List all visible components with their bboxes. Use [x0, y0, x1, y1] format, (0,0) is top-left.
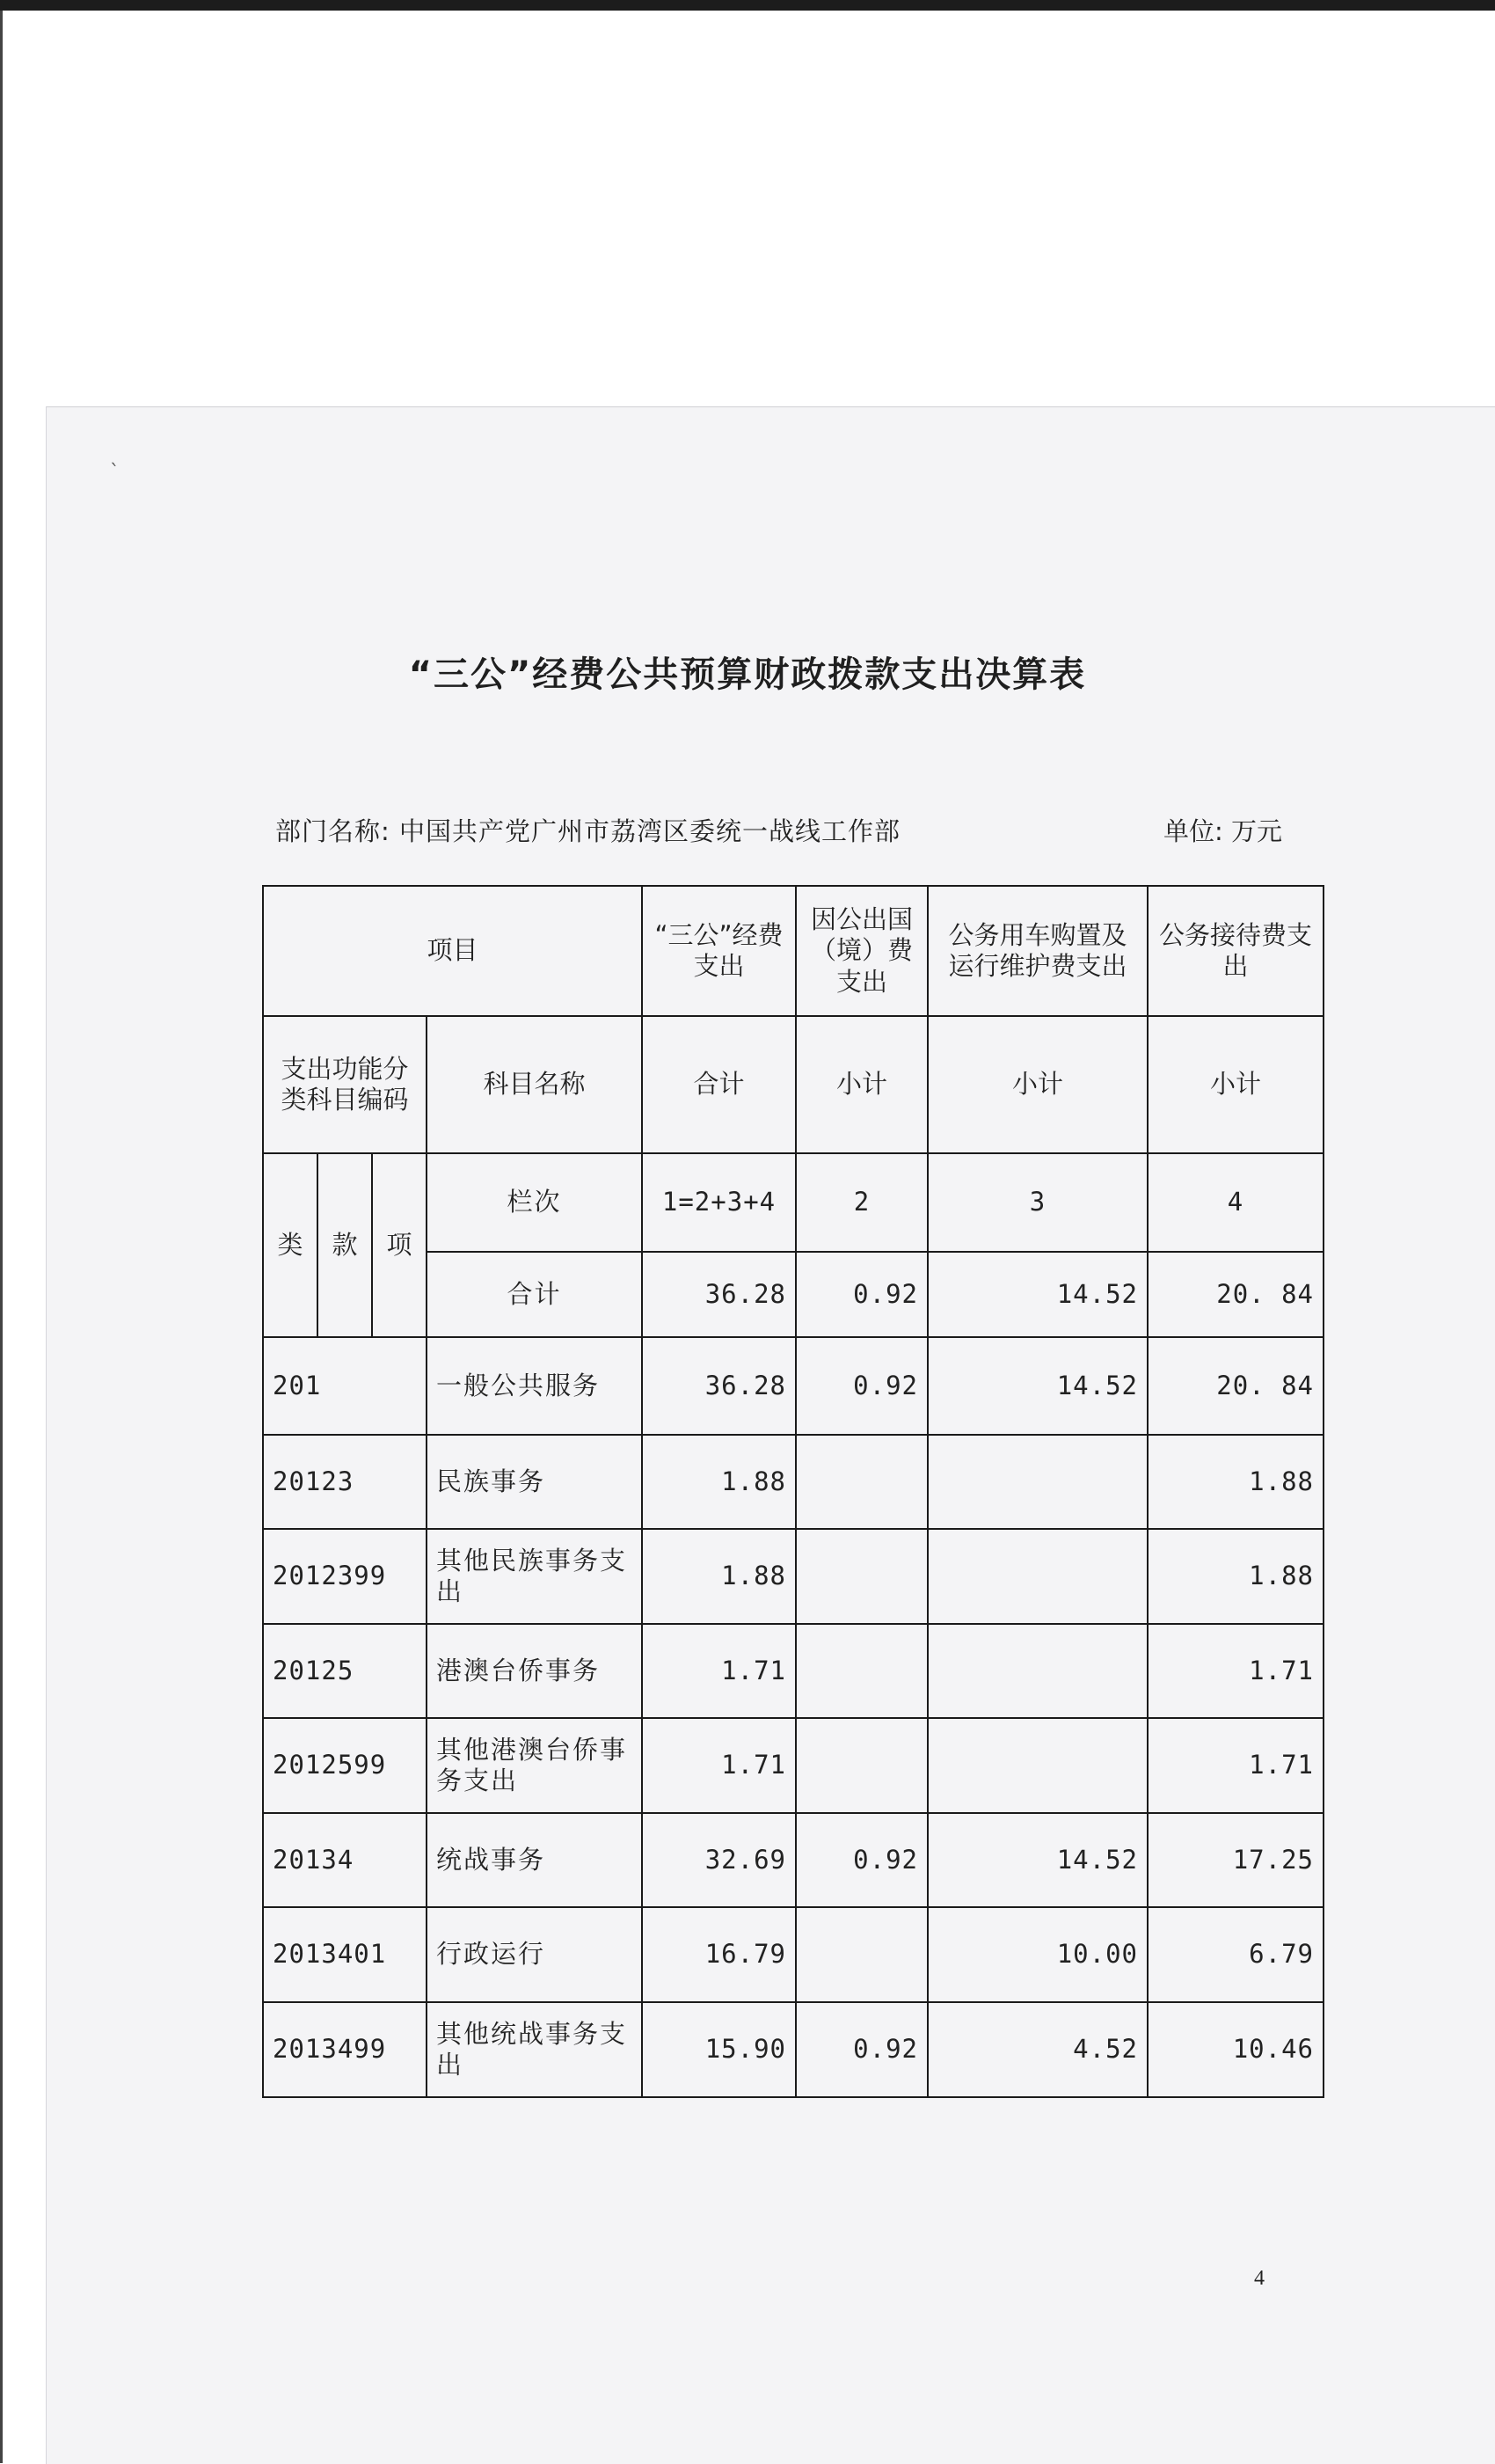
- header-total: 合计: [642, 1016, 796, 1153]
- column-index-label: 栏次: [427, 1153, 642, 1252]
- scan-speck: `: [110, 462, 120, 484]
- row-sangong: 1.71: [642, 1624, 796, 1718]
- scanner-left-border: [0, 11, 3, 2463]
- table-row: [263, 1337, 1324, 1435]
- header-item: 项目: [263, 886, 642, 1016]
- row-code: 2012599: [263, 1718, 427, 1813]
- header-subtotal-abroad: 小计: [796, 1016, 928, 1153]
- header-xiang: 项: [372, 1153, 427, 1337]
- row-code: 20125: [263, 1624, 427, 1718]
- row-code: 201: [263, 1337, 427, 1435]
- total-sangong: 36.28: [642, 1252, 796, 1337]
- header-kuan: 款: [317, 1153, 372, 1337]
- row-name: 其他民族事务支出: [427, 1529, 642, 1624]
- row-sangong: 36.28: [642, 1337, 796, 1435]
- table-row: [263, 1907, 1324, 2002]
- department-label: 部门名称: 中国共产党广州市荔湾区委统一战线工作部: [275, 816, 901, 846]
- row-vehicle: 14.52: [928, 1813, 1148, 1907]
- row-name: 行政运行: [427, 1907, 642, 2002]
- row-reception: 1.71: [1148, 1718, 1324, 1813]
- row-name: 其他港澳台侨事务支出: [427, 1718, 642, 1813]
- total-vehicle: 14.52: [928, 1252, 1148, 1337]
- row-abroad: [796, 1624, 928, 1718]
- row-reception: 10.46: [1148, 2002, 1324, 2097]
- row-vehicle: [928, 1718, 1148, 1813]
- column-index-4: 4: [1148, 1153, 1324, 1252]
- row-abroad: 0.92: [796, 1337, 928, 1435]
- row-sangong: 1.88: [642, 1435, 796, 1529]
- row-vehicle: [928, 1529, 1148, 1624]
- row-reception: 17.25: [1148, 1813, 1324, 1907]
- table-row: [263, 1624, 1324, 1718]
- row-abroad: [796, 1907, 928, 2002]
- row-sangong: 32.69: [642, 1813, 796, 1907]
- row-vehicle: 10.00: [928, 1907, 1148, 2002]
- row-abroad: [796, 1718, 928, 1813]
- row-code: 20123: [263, 1435, 427, 1529]
- expenditure-table: [262, 885, 1324, 2098]
- row-code: 20134: [263, 1813, 427, 1907]
- row-abroad: 0.92: [796, 2002, 928, 2097]
- scanner-top-border: [0, 0, 1495, 11]
- header-row-1: [263, 886, 1324, 1016]
- row-name: 一般公共服务: [427, 1337, 642, 1435]
- header-code: 支出功能分类科目编码: [263, 1016, 427, 1153]
- total-abroad: 0.92: [796, 1252, 928, 1337]
- header-vehicle: 公务用车购置及运行维护费支出: [928, 886, 1148, 1016]
- header-subtotal-vehicle: 小计: [928, 1016, 1148, 1153]
- table-row: [263, 1718, 1324, 1813]
- row-vehicle: [928, 1624, 1148, 1718]
- table-row: [263, 1813, 1324, 1907]
- header-name: 科目名称: [427, 1016, 642, 1153]
- row-vehicle: 14.52: [928, 1337, 1148, 1435]
- table-row: [263, 1435, 1324, 1529]
- column-index-3: 3: [928, 1153, 1148, 1252]
- row-vehicle: 4.52: [928, 2002, 1148, 2097]
- row-sangong: 16.79: [642, 1907, 796, 2002]
- row-reception: 1.88: [1148, 1529, 1324, 1624]
- row-reception: 6.79: [1148, 1907, 1324, 2002]
- row-sangong: 1.71: [642, 1718, 796, 1813]
- row-name: 港澳台侨事务: [427, 1624, 642, 1718]
- row-name: 其他统战事务支出: [427, 2002, 642, 2097]
- row-abroad: 0.92: [796, 1813, 928, 1907]
- column-index-row: [263, 1153, 1324, 1252]
- row-reception: 1.71: [1148, 1624, 1324, 1718]
- header-abroad: 因公出国（境）费支出: [796, 886, 928, 1016]
- column-index-2: 2: [796, 1153, 928, 1252]
- header-reception: 公务接待费支出: [1148, 886, 1324, 1016]
- row-name: 统战事务: [427, 1813, 642, 1907]
- page-title: “三公”经费公共预算财政拨款支出决算表: [408, 654, 1087, 695]
- row-abroad: [796, 1435, 928, 1529]
- total-label: 合计: [427, 1252, 642, 1337]
- header-subtotal-reception: 小计: [1148, 1016, 1324, 1153]
- page-number: 4: [1254, 2267, 1265, 2290]
- table-row: [263, 1529, 1324, 1624]
- row-sangong: 15.90: [642, 2002, 796, 2097]
- header-lei: 类: [263, 1153, 317, 1337]
- header-row-2: [263, 1016, 1324, 1153]
- row-vehicle: [928, 1435, 1148, 1529]
- row-reception: 20. 84: [1148, 1337, 1324, 1435]
- total-reception: 20. 84: [1148, 1252, 1324, 1337]
- unit-label: 单位: 万元: [1163, 816, 1282, 846]
- header-sangong: “三公”经费支出: [642, 886, 796, 1016]
- row-name: 民族事务: [427, 1435, 642, 1529]
- row-code: 2013499: [263, 2002, 427, 2097]
- row-sangong: 1.88: [642, 1529, 796, 1624]
- column-index-1: 1=2+3+4: [642, 1153, 796, 1252]
- table-row: [263, 2002, 1324, 2097]
- row-code: 2013401: [263, 1907, 427, 2002]
- row-reception: 1.88: [1148, 1435, 1324, 1529]
- row-code: 2012399: [263, 1529, 427, 1624]
- row-abroad: [796, 1529, 928, 1624]
